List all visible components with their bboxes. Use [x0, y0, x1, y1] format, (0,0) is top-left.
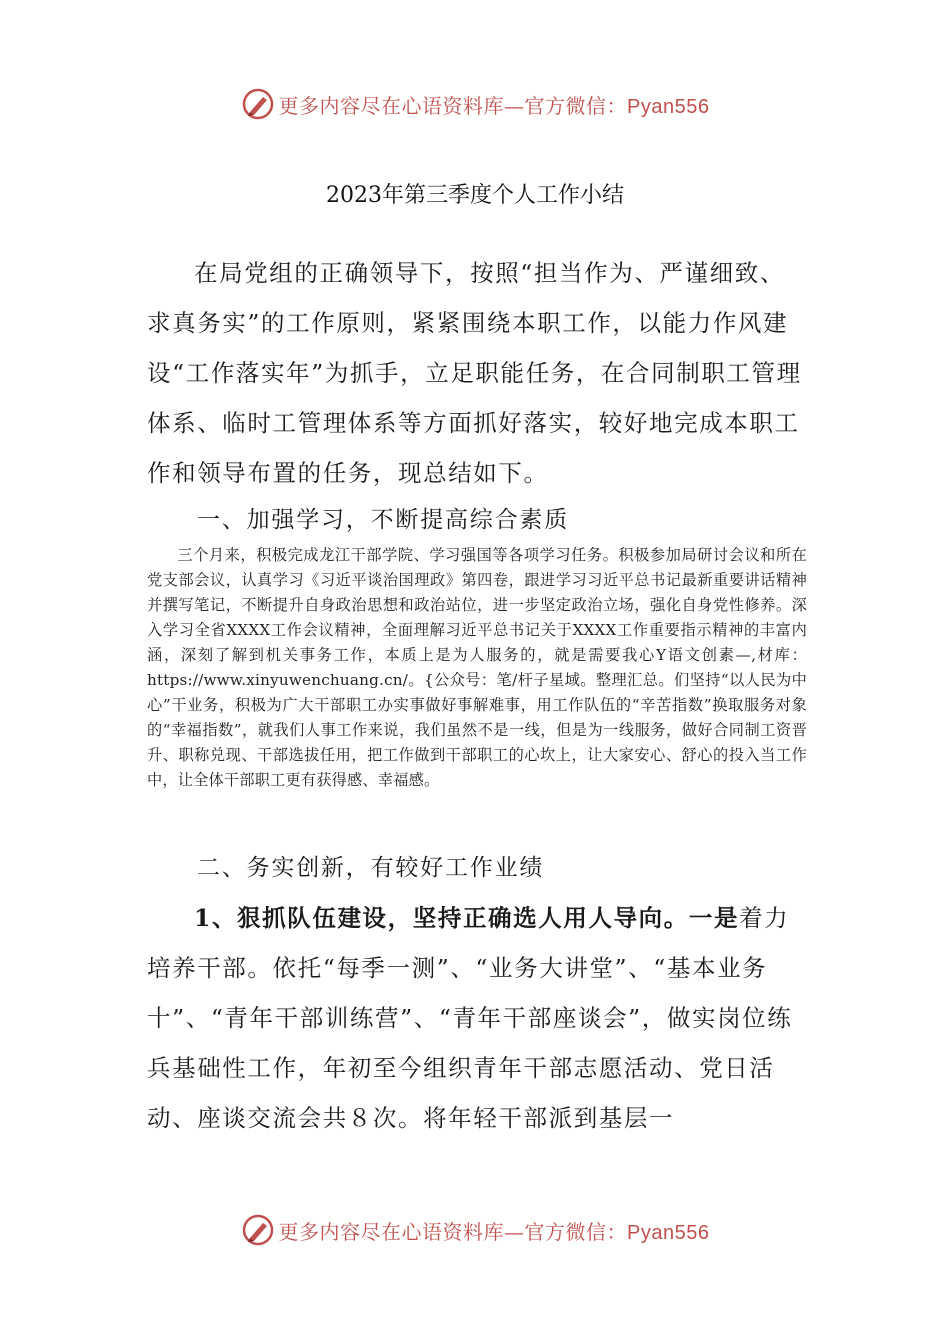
- item1-lead: 1、狠抓队伍建设，坚持正确选人用人导向。一是: [194, 904, 740, 932]
- banner-text: 更多内容尽在心语资料库—官方微信：Pyan556: [278, 1219, 710, 1244]
- section1-body: 三个月来，积极完成龙江干部学院、学习强国等各项学习任务。积极参加局研讨会议和所在党支部会议，认真学习《习近平谈治国理政》第四卷，跟进学习习近平总书记最新重要讲话精神并撰写笔记，不断提升自身政治思想和政治站位，进一步坚定政治立场，强化自身党性修养。深入学习全省XXXX工作会议精神，全面理解习近平总书记关于XXXX工作重要指示精神的丰富内涵，深刻了解到机关事务工作，本质上是为人服务的，就是需要我心Y语文创素—,材库：https://www.xinyuwenchuang.cn/。{公众号：笔/杆子星域。整理汇总。们坚持“以人民为中心”干业务，积极为广大干部职工办实事做好事解难事，用工作队伍的“辛苦指数”换取服务对象的“幸福指数”，就我们人事工作来说，我们虽然不是一线，但是为一线服务，做好合同制工资晋升、职称兑现、干部选拔任用，把工作做到干部职工的心坎上，让大家安心、舒心的投入当工作中，让全体干部职工更有获得感、幸福感。: [147, 546, 807, 789]
- section2-heading: 二、务实创新，有较好工作业绩: [197, 855, 545, 881]
- banner-text: 更多内容尽在心语资料库—官方微信：Pyan556: [278, 93, 710, 118]
- pen-circle-icon: [241, 1213, 275, 1247]
- watermark-banner-bottom: [0, 1210, 950, 1250]
- document-title: 2023年第三季度个人工作小结: [326, 183, 624, 208]
- watermark-banner-top: [0, 84, 950, 124]
- pen-circle-icon: [241, 87, 275, 121]
- intro-paragraph: 在局党组的正确领导下，按照“担当作为、严谨细致、求真务实”的工作原则，紧紧围绕本职工作，以能力作风建设“工作落实年”为抓手，立足职能任务，在合同制职工管理体系、临时工管理体系等方面抓好落实，较好地完成本职工作和领导布置的任务，现总结如下。: [147, 259, 802, 487]
- item1-text: 着力培养干部。依托“每季一测”、“业务大讲堂”、“基本业务十”、“青年干部训练营”、“青年干部座谈会”，做实岗位练兵基础性工作，年初至今组织青年干部志愿活动、党日活动、座谈交流会共８次。将年轻干部派到基层一: [147, 904, 793, 1132]
- section2-item1: [147, 893, 807, 1143]
- section1-heading: 一、加强学习，不断提高综合素质: [197, 507, 569, 533]
